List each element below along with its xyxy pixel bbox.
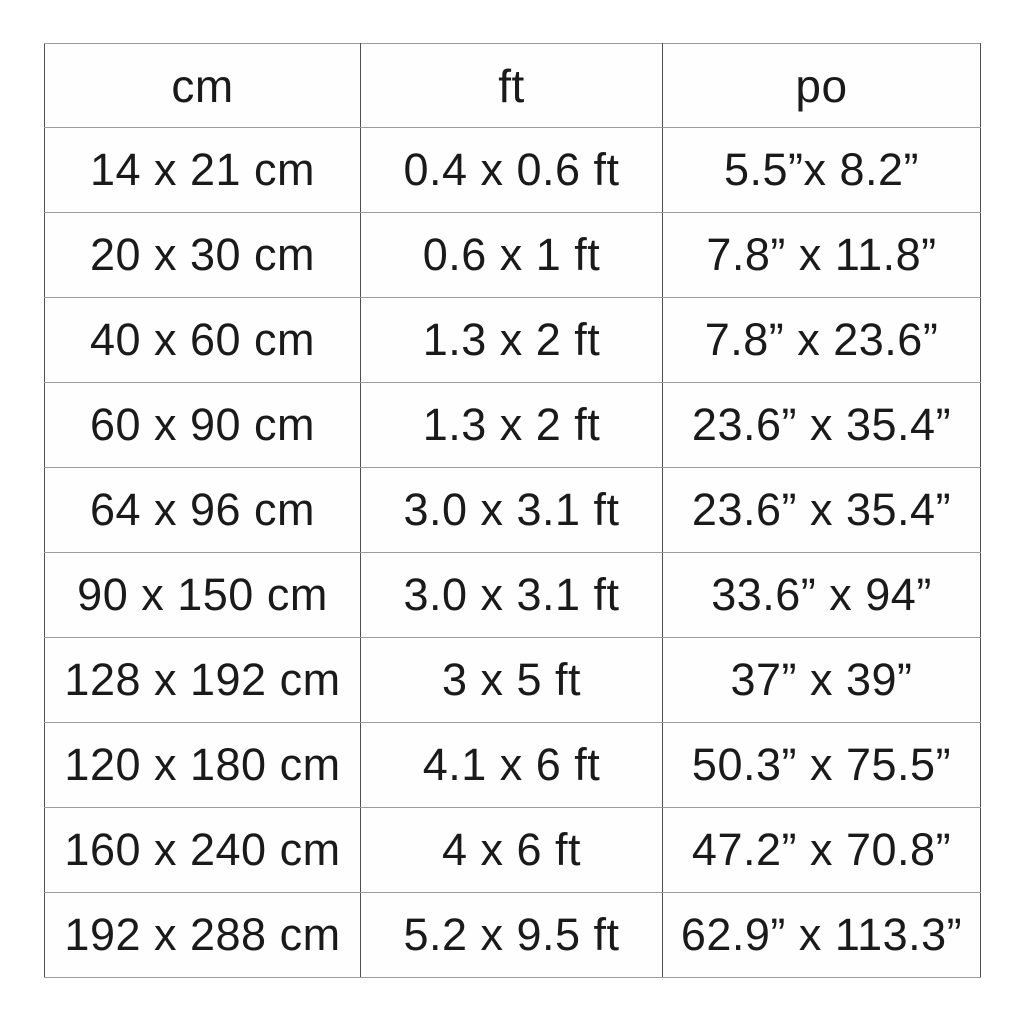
cell-po: 37” x 39” xyxy=(663,638,981,723)
table-row xyxy=(45,383,981,468)
cell-ft: 3 x 5 ft xyxy=(361,638,663,723)
cell-ft: 3.0 x 3.1 ft xyxy=(361,468,663,553)
cell-cm: 64 x 96 cm xyxy=(45,468,361,553)
cell-ft: 4.1 x 6 ft xyxy=(361,723,663,808)
table-row xyxy=(45,213,981,298)
cell-po: 23.6” x 35.4” xyxy=(663,468,981,553)
table-header-row xyxy=(45,44,981,128)
cell-cm: 120 x 180 cm xyxy=(45,723,361,808)
cell-cm: 192 x 288 cm xyxy=(45,893,361,978)
cell-po: 62.9” x 113.3” xyxy=(663,893,981,978)
table-row xyxy=(45,723,981,808)
cell-po: 5.5”x 8.2” xyxy=(663,128,981,213)
cell-ft: 1.3 x 2 ft xyxy=(361,383,663,468)
cell-cm: 160 x 240 cm xyxy=(45,808,361,893)
table-row xyxy=(45,298,981,383)
cell-ft: 0.4 x 0.6 ft xyxy=(361,128,663,213)
cell-ft: 4 x 6 ft xyxy=(361,808,663,893)
column-header-cm: cm xyxy=(45,44,361,128)
table-row xyxy=(45,553,981,638)
cell-po: 50.3” x 75.5” xyxy=(663,723,981,808)
cell-po: 33.6” x 94” xyxy=(663,553,981,638)
column-header-po: po xyxy=(663,44,981,128)
column-header-ft: ft xyxy=(361,44,663,128)
cell-ft: 3.0 x 3.1 ft xyxy=(361,553,663,638)
cell-ft: 1.3 x 2 ft xyxy=(361,298,663,383)
cell-cm: 128 x 192 cm xyxy=(45,638,361,723)
cell-cm: 20 x 30 cm xyxy=(45,213,361,298)
table-row xyxy=(45,128,981,213)
cell-ft: 5.2 x 9.5 ft xyxy=(361,893,663,978)
cell-cm: 60 x 90 cm xyxy=(45,383,361,468)
table-body xyxy=(45,128,981,978)
cell-cm: 14 x 21 cm xyxy=(45,128,361,213)
table-row xyxy=(45,893,981,978)
cell-ft: 0.6 x 1 ft xyxy=(361,213,663,298)
table-row xyxy=(45,808,981,893)
cell-po: 7.8” x 23.6” xyxy=(663,298,981,383)
cell-cm: 40 x 60 cm xyxy=(45,298,361,383)
cell-po: 23.6” x 35.4” xyxy=(663,383,981,468)
size-conversion-table xyxy=(44,43,981,978)
cell-po: 47.2” x 70.8” xyxy=(663,808,981,893)
cell-po: 7.8” x 11.8” xyxy=(663,213,981,298)
table-row xyxy=(45,638,981,723)
cell-cm: 90 x 150 cm xyxy=(45,553,361,638)
table-row xyxy=(45,468,981,553)
